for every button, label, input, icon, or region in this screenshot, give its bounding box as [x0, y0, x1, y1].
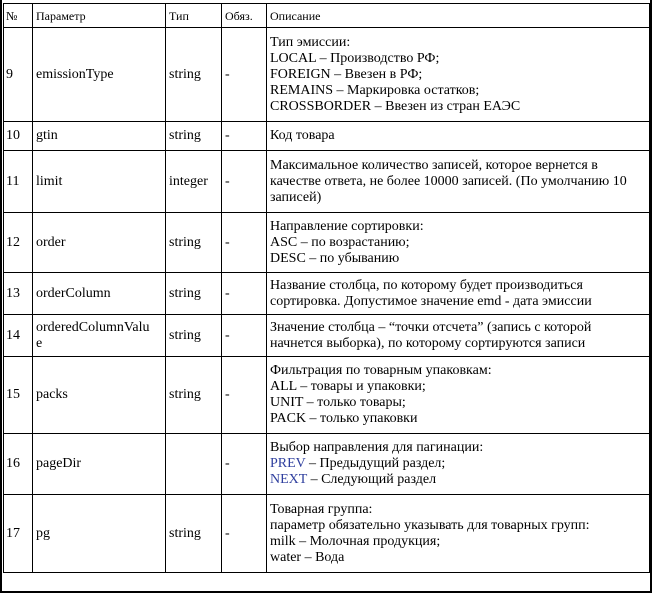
- desc-line: DESC – по убыванию: [270, 250, 400, 266]
- row-param: limit: [33, 151, 166, 213]
- desc-line: Фильтрация по товарным упаковкам:: [270, 363, 492, 378]
- row-type: string: [166, 315, 222, 357]
- param-line: e: [36, 335, 43, 351]
- desc-line: качестве ответа, не более 10000 записей. (По умолчанию 10: [270, 173, 627, 189]
- row-type: [166, 434, 222, 495]
- table-row: [4, 495, 650, 573]
- desc-line: начнется выборка), по которому сортируются записи: [270, 335, 586, 351]
- row-type: string: [166, 28, 222, 122]
- row-required: -: [222, 434, 267, 495]
- header-description: Описание: [267, 4, 650, 28]
- prev-code: PREV: [270, 456, 306, 471]
- desc-line: Направление сортировки:: [270, 218, 424, 234]
- row-required: -: [222, 495, 267, 573]
- desc-line: Товарная группа:: [270, 501, 373, 517]
- row-num: 16: [4, 434, 33, 495]
- row-required: -: [222, 273, 267, 315]
- table-row: [4, 122, 650, 151]
- row-num: 14: [4, 315, 33, 357]
- row-required: -: [222, 151, 267, 213]
- table-row: [4, 213, 650, 273]
- desc-line: сортировка. Допустимое значение emd - дата эмиссии: [270, 293, 592, 309]
- row-required: -: [222, 213, 267, 273]
- row-description: [267, 495, 650, 573]
- desc-line: ALL – товары и упаковки;: [270, 379, 426, 394]
- table-row: [4, 28, 650, 122]
- table-row: [4, 434, 650, 495]
- row-param: [33, 315, 166, 357]
- desc-line: LOCAL – Производство РФ;: [270, 50, 440, 66]
- desc-line: [270, 472, 646, 488]
- desc-line: Значение столбца – “точки отсчета” (запись с которой: [270, 319, 592, 335]
- row-required: -: [222, 315, 267, 357]
- desc-line: water – Вода: [270, 549, 345, 565]
- desc-line: Максимальное количество записей, которое вернется в: [270, 157, 598, 173]
- row-num: 13: [4, 273, 33, 315]
- row-type: string: [166, 357, 222, 434]
- row-type: string: [166, 273, 222, 315]
- row-required: -: [222, 122, 267, 151]
- desc-line: milk – Молочная продукция;: [270, 533, 441, 549]
- header-num: №: [4, 4, 33, 28]
- table-row: [4, 315, 650, 357]
- desc-line: параметр обязательно указывать для товарных групп:: [270, 517, 590, 533]
- row-num: 12: [4, 213, 33, 273]
- row-type: string: [166, 213, 222, 273]
- row-description: [267, 273, 650, 315]
- row-description: [267, 315, 650, 357]
- row-param: pg: [33, 495, 166, 573]
- header-type: Тип: [166, 4, 222, 28]
- row-required: -: [222, 357, 267, 434]
- desc-line: FOREIGN – Ввезен в РФ;: [270, 66, 423, 82]
- header-required: Обяз.: [222, 4, 267, 28]
- desc-line: Название столбца, по которому будет производиться: [270, 277, 583, 293]
- desc-line: [270, 456, 646, 472]
- next-text: – Следующий раздел: [307, 472, 437, 487]
- row-num: 15: [4, 357, 33, 434]
- row-num: 9: [4, 28, 33, 122]
- desc-line: Выбор направления для пагинации:: [270, 440, 484, 455]
- table-row: [4, 151, 650, 213]
- param-line: orderedColumnValu: [36, 319, 150, 335]
- row-num: 11: [4, 151, 33, 213]
- row-type: string: [166, 122, 222, 151]
- row-required: -: [222, 28, 267, 122]
- table-row: [4, 273, 650, 315]
- desc-line: REMAINS – Маркировка остатков;: [270, 82, 480, 98]
- table-row: [4, 357, 650, 434]
- desc-line: Тип эмиссии:: [270, 34, 351, 50]
- row-description: [267, 151, 650, 213]
- row-param: gtin: [33, 122, 166, 151]
- row-description: [267, 434, 650, 495]
- desc-line: ASC – по возрастанию;: [270, 234, 410, 250]
- row-description: [267, 28, 650, 122]
- row-param: pageDir: [33, 434, 166, 495]
- desc-line: записей): [270, 189, 322, 205]
- row-description: [267, 357, 650, 434]
- desc-line: PACK – только упаковки: [270, 411, 418, 426]
- row-type: string: [166, 495, 222, 573]
- row-num: 10: [4, 122, 33, 151]
- desc-line: CROSSBORDER – Ввезен из стран ЕАЭС: [270, 98, 521, 114]
- row-num: 17: [4, 495, 33, 573]
- prev-text: – Предыдущий раздел;: [305, 456, 446, 471]
- row-param: orderColumn: [33, 273, 166, 315]
- desc-line: Код товара: [270, 128, 335, 143]
- row-description: [267, 122, 650, 151]
- row-param: packs: [33, 357, 166, 434]
- parameters-table: [3, 3, 650, 573]
- row-param: emissionType: [33, 28, 166, 122]
- header-param: Параметр: [33, 4, 166, 28]
- row-type: integer: [166, 151, 222, 213]
- next-code: NEXT: [270, 472, 308, 487]
- desc-line: UNIT – только товары;: [270, 395, 406, 410]
- header-row: [4, 4, 650, 28]
- row-param: order: [33, 213, 166, 273]
- row-description: [267, 213, 650, 273]
